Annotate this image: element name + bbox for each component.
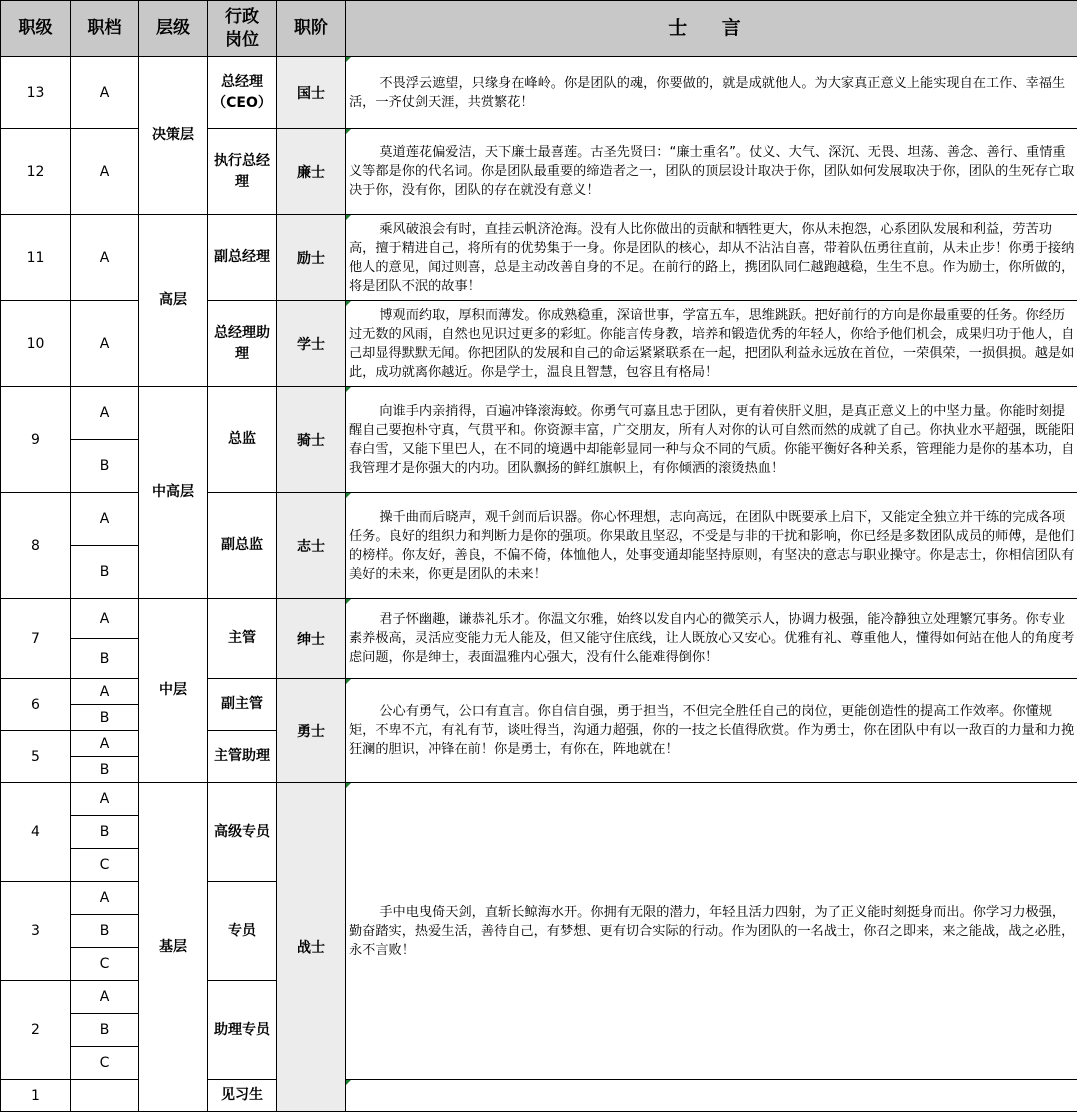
position-deputy-director: 副总监	[208, 493, 277, 599]
grade-cell: A	[71, 981, 139, 1014]
header-grade: 职档	[71, 1, 139, 57]
grade-cell: A	[71, 882, 139, 915]
grade-cell: C	[71, 948, 139, 981]
header-row	[1, 1, 1077, 57]
position-exec-gm: 执行总经理	[208, 129, 277, 215]
motto-text: 乘风破浪会有时，直挂云帆济沧海。没有人比你做出的贡献和牺牲更大，你从未抱怨，心系团队发展和利益，劳苦功高，擅于精进自己，将所有的优势集于一身。你是团队的核心，却从不沾沾自喜，带着队伍勇往直前，从未止步！你勇于接纳他人的意见，闻过则喜，总是主动改善自身的不足。在前行的路上，携团队同仁越跑越稳，生生不息。作为励士，你所做的，将是团队不泯的故事！	[349, 221, 1075, 294]
grade-cell: B	[71, 816, 139, 849]
header-level: 职级	[1, 1, 71, 57]
position-senior-specialist: 高级专员	[208, 783, 277, 882]
position-deputy-gm: 副总经理	[208, 215, 277, 301]
motto-qishi	[346, 387, 1077, 493]
level-8: 8	[1, 493, 71, 599]
level-1: 1	[1, 1080, 71, 1112]
grade-cell: A	[71, 387, 139, 440]
tier-decision: 决策层	[139, 57, 208, 215]
motto-text: 莫道莲花偏爱洁，天下廉士最喜莲。古圣先贤曰：“廉士重名”。仗义、大气、深沉、无畏、坦荡、善念、善行、重情重义等都是你的代名词。你是团队最重要的缔造者之一，团队的顶层设计取决于你，团队如何发展取决于你，团队的生死存亡取决于你，没有你，团队的存在就没有意义！	[349, 145, 1075, 198]
header-motto: 士 言	[346, 1, 1077, 57]
motto-text: 公心有勇气，公口有直言。你自信自强，勇于担当，不但完全胜任自己的岗位，更能创造性的提高工作效率。你懂规矩，不卑不亢，有礼有节，谈吐得当，沟通力超强，你的一技之长值得欣赏。作为勇士，你在团队中有以一敌百的力量和力挽狂澜的胆识，冲锋在前！你是勇士，有你在，阵地就在！	[349, 704, 1075, 757]
position-director: 总监	[208, 387, 277, 493]
motto-text: 君子怀幽趣，谦恭礼乐才。你温文尔雅，始终以发自内心的微笑示人，协调力极强，能冷静独立处理繁冗事务。你专业素养极高，灵活应变能力无人能及，但又能守住底线，让人既放心又安心。优雅有礼、尊重他人，懂得如何站在他人的角度考虑问题，你是绅士，表面温雅内心强大，没有什么能难得倒你！	[349, 612, 1075, 665]
title-qishi: 骑士	[277, 387, 346, 493]
grade-cell: A	[71, 129, 139, 215]
grade-cell: A	[71, 783, 139, 816]
grade-cell: A	[71, 731, 139, 757]
tier-senior: 高层	[139, 215, 208, 387]
grade-cell: B	[71, 440, 139, 493]
header-title: 职阶	[277, 1, 346, 57]
header-tier: 层级	[139, 1, 208, 57]
position-assistant-specialist: 助理专员	[208, 981, 277, 1080]
tier-middle: 中层	[139, 599, 208, 783]
grade-cell: B	[71, 757, 139, 783]
motto-zhanshi	[346, 783, 1077, 1080]
level-3: 3	[1, 882, 71, 981]
title-zhishi: 志士	[277, 493, 346, 599]
title-lishi: 励士	[277, 215, 346, 301]
grade-cell: B	[71, 705, 139, 731]
grade-cell: B	[71, 915, 139, 948]
motto-text: 不畏浮云遮望，只缘身在峰岭。你是团队的魂，你要做的，就是成就他人。为大家真正意义上能实现自在工作、幸福生活，一齐仗剑天涯，共赏繁花！	[349, 75, 1066, 110]
position-supervisor-assistant: 主管助理	[208, 731, 277, 783]
grade-cell: C	[71, 849, 139, 882]
header-position: 行政岗位	[208, 1, 277, 57]
grade-cell: A	[71, 599, 139, 639]
motto-text: 博观而约取，厚积而薄发。你成熟稳重，深谙世事，学富五车，思维跳跃。把好前行的方向是你最重要的任务。你经历过无数的风雨，自然也见识过更多的彩虹。你能言传身教，培养和锻造优秀的年轻人，你给予他们机会，成果归功于他人，自己却显得默默无闻。你把团队的发展和自己的命运紧紧联系在一起，把团队利益永远放在首位，一荣俱荣，一损俱损。越是如此，成功就离你越近。你是学士，温良且智慧，包容且有格局！	[349, 307, 1075, 380]
position-intern: 见习生	[208, 1080, 277, 1112]
table-row	[1, 57, 1077, 129]
title-lianshi: 廉士	[277, 129, 346, 215]
title-yongshi: 勇士	[277, 679, 346, 783]
grade-cell: A	[71, 493, 139, 546]
tier-base: 基层	[139, 783, 208, 1112]
motto-guoshi	[346, 57, 1077, 129]
tier-upper-middle: 中高层	[139, 387, 208, 599]
motto-text: 操千曲而后晓声，观千剑而后识器。你心怀理想，志向高远，在团队中既要承上启下，又能定全独立并干练的完成各项任务。良好的组织力和判断力是你的强项。你果敢且坚忍，不受是与非的干扰和影响，你已经是多数团队成员的师傅，是他们的榜样。你友好，善良，不偏不倚，体恤他人，处事变通却能坚持原则，有坚决的意志与职业操守。你是志士，你相信团队有美好的未来，你更是团队的未来！	[349, 509, 1075, 582]
level-12: 12	[1, 129, 71, 215]
grade-cell: B	[71, 1014, 139, 1047]
motto-shenshi	[346, 599, 1077, 679]
motto-lianshi	[346, 129, 1077, 215]
level-10: 10	[1, 301, 71, 387]
motto-text: 手中电曳倚天剑，直斩长鲸海水开。你拥有无限的潜力，年轻且活力四射，为了正义能时刻挺身而出。你学习力极强，勤奋踏实，热爱生活，善待自己，有梦想、更有切合实际的行动。作为团队的一名战士，你召之即来，来之能战，战之必胜，永不言败！	[349, 904, 1075, 958]
level-9: 9	[1, 387, 71, 493]
grade-cell: B	[71, 639, 139, 679]
grade-cell: C	[71, 1047, 139, 1080]
motto-yongshi	[346, 679, 1077, 783]
grade-cell: B	[71, 546, 139, 599]
motto-text: 向谁手内亲捎得，百遍冲锋滚海蛟。你勇气可嘉且忠于团队，更有着侠肝义胆，是真正意义上的中坚力量。你能时刻提醒自己要抱朴守真，气贯平和。你资源丰富，广交朋友，所有人对你的认可自然而然的成就了自己。你执业水平超强，既能阳春白雪，又能下里巴人，在不同的境遇中却能彰显同一种与众不同的气质。你能平衡好各种关系，管理能力是你的基本功，自我管理才是你强大的内功。团队飘扬的鲜红旗帜上，有你倾洒的滚烫热血！	[349, 403, 1075, 476]
table-row	[1, 599, 1077, 639]
motto-empty	[346, 1080, 1077, 1112]
title-guoshi: 国士	[277, 57, 346, 129]
grade-cell: A	[71, 679, 139, 705]
position-ceo: 总经理（CEO）	[208, 57, 277, 129]
grade-cell: A	[71, 57, 139, 129]
level-11: 11	[1, 215, 71, 301]
grade-cell: A	[71, 215, 139, 301]
level-13: 13	[1, 57, 71, 129]
position-specialist: 专员	[208, 882, 277, 981]
position-gm-assistant: 总经理助理	[208, 301, 277, 387]
motto-zhishi	[346, 493, 1077, 599]
level-6: 6	[1, 679, 71, 731]
level-5: 5	[1, 731, 71, 783]
title-xueshi: 学士	[277, 301, 346, 387]
grade-cell-empty	[71, 1080, 139, 1112]
grade-cell: A	[71, 301, 139, 387]
motto-lishi	[346, 215, 1077, 301]
table-row	[1, 783, 1077, 816]
level-7: 7	[1, 599, 71, 679]
table-row	[1, 215, 1077, 301]
table-row	[1, 387, 1077, 440]
motto-xueshi	[346, 301, 1077, 387]
level-2: 2	[1, 981, 71, 1080]
position-supervisor: 主管	[208, 599, 277, 679]
position-deputy-supervisor: 副主管	[208, 679, 277, 731]
title-shenshi: 绅士	[277, 599, 346, 679]
level-4: 4	[1, 783, 71, 882]
title-zhanshi: 战士	[277, 783, 346, 1112]
